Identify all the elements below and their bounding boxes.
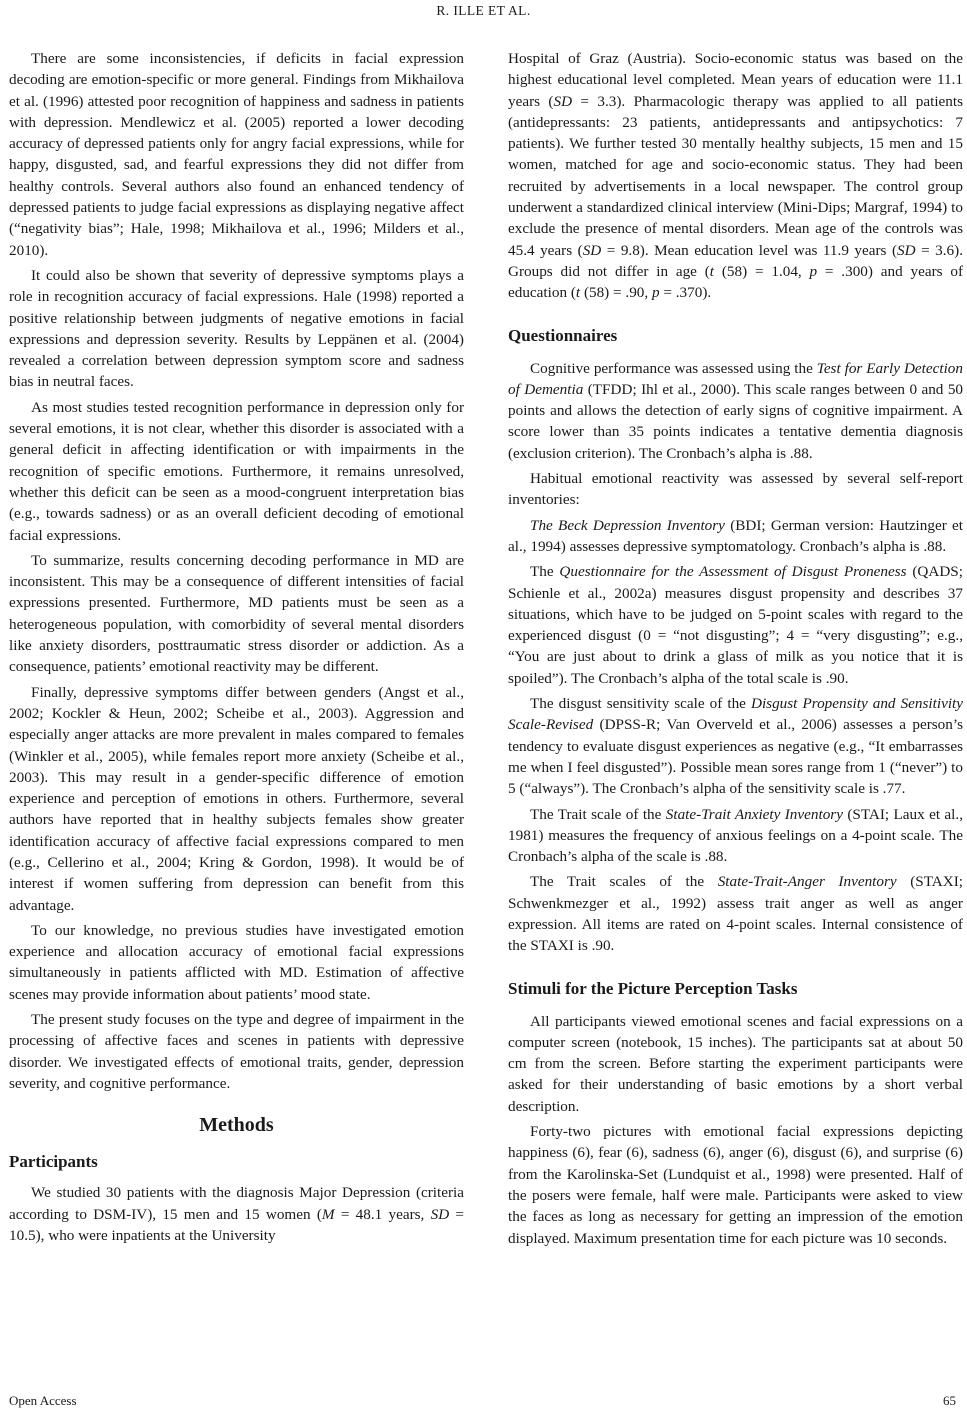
body-paragraph: The present study focuses on the type and degree of impairment in the processing of affective faces and scenes in patients with depressive disorder. We investigated effects of emotional traits, gender, depression severity, and cognitive performance. [9, 1011, 464, 1092]
body-paragraph: Finally, depressive symptoms differ between genders (Angst et al., 2002; Kockler & Heun, 2002; Scheibe et al., 2003). Aggression and especially anger attacks are more prevalent in males compared to females (Winkler et al., 2005), while females report more anxiety (Scheibe et al., 2003). This may result in a gender-specific difference of emotion experience and perception of emotions in others. Furthermore, several authors have reported that in healthy subjects females show greater identification accuracy of affective facial expressions compared to men (e.g., Cellerino et al., 2004; Kring & Gordon, 1998). It would be of interest if women suffering from depression can benefit from this advantage. [9, 683, 464, 914]
text-run: The [530, 563, 560, 581]
instrument-title: State-Trait-Anger Inventory [717, 873, 897, 891]
instrument-title: The Beck Depression Inventory [530, 516, 725, 534]
stat-symbol: SD [582, 241, 602, 259]
text-run: (STAXI; Schwenkmezger et al., 1992) assess trait anger as well as anger expression. All items are rated on 4-point scales. Internal consistence of the STAXI is .90. [508, 873, 964, 955]
text-run: (58) = .90, [580, 284, 652, 302]
stat-symbol: p [809, 262, 818, 280]
methods-heading: Methods [199, 1114, 274, 1137]
text-run: The disgust sensitivity scale of the [530, 695, 751, 713]
footer-open-access: Open Access [9, 1393, 77, 1408]
stat-symbol: SD [553, 92, 573, 110]
body-paragraph: All participants viewed emotional scenes and facial expressions on a computer screen (notebook, 15 inches). The participants sat at about 50 cm from the screen. Before starting the experiment participants were asked for their understanding of basic emotions by a short verbal description. [508, 1012, 963, 1115]
questionnaires-heading: Questionnaires [508, 325, 618, 345]
text-run: (TFDD; Ihl et al., 2000). This scale ranges between 0 and 50 points and allows the detection of early signs of cognitive impairment. A score lower than 35 points indicates a tentative dementia diagnosis (exclusion criterion). The Cronbach’s alpha is .88. [508, 380, 964, 462]
text-run: The Trait scales of the [530, 873, 718, 891]
text-run: = 9.8). Mean education level was 11.9 years ( [601, 241, 898, 259]
body-paragraph: There are some inconsistencies, if deficits in facial expression decoding are emotion-specific or more general. Findings from Mikhailova et al. (1996) attested poor recognition of happiness and sadness in patients with depression. Mendlewicz et al. (2005) reported a lower decoding accuracy of depressed patients only for angry facial expressions, while for happy, disgusted, sad, and fearful expressions they did not differ from healthy controls. Several authors also found an enhanced tendency of depressed patients to judge facial expressions as displaying negative affect (“negativity bias”; Hale, 1998; Mikhailova et al., 1996; Milders et al., 2010). [9, 50, 464, 259]
instrument-title: Disgust Propensity and Sensitivity Scale-Revised [508, 695, 963, 734]
participants-continued-paragraph [508, 48, 963, 304]
stat-symbol: p [651, 284, 660, 302]
text-run: Cognitive performance was assessed using the [530, 359, 817, 377]
text-run: (DPSS-R; Van Overveld et al., 2006) assesses a person’s tendency to evaluate disgust experiences as negative (e.g., “It embarrasses me when I feel disgusted”). Possible mean sores range from 1 (“never”) to 5 (“always”). The Cronbach’s alpha of the sensitivity scale is .77. [508, 716, 963, 798]
instrument-title: Test for Early Detection of Dementia [508, 359, 963, 398]
text-run: = .300) and years of education ( [508, 262, 964, 302]
body-paragraph [508, 804, 963, 868]
body-paragraph: To our knowledge, no previous studies have investigated emotion experience and allocation accuracy of emotional facial expressions simultaneously in patients afflicted with MD. Estimation of affective scenes may provide information about patients’ mood state. [9, 921, 464, 1003]
body-paragraph: Habitual emotional reactivity was assessed by several self-report inventories: [508, 470, 963, 509]
body-paragraph [508, 561, 963, 689]
participants-paragraph [9, 1182, 464, 1246]
stat-symbol: M [321, 1205, 335, 1223]
body-paragraph [508, 358, 963, 464]
instrument-title: Questionnaire for the Assessment of Disgust Proneness [559, 563, 907, 581]
body-paragraph: To summarize, results concerning decoding performance in MD are inconsistent. This may be a consequence of different intensities of facial expressions presented. Furthermore, MD patients must be seen as a heterogeneous population, with comorbidity of several mental disorders like anxiety disorders, posttraumatic stress disorder or addiction. As a consequence, patients’ emotional reactivity may be different. [9, 551, 464, 676]
page-number: 65 [943, 1393, 956, 1408]
body-paragraph: As most studies tested recognition performance in depression only for several emotions, it is not clear, whether this disorder is associated with a general deficit in affecting identification or with impairments in the recognition of specific emotions. Furthermore, it remains unresolved, whether this deficit can be seen as a mood-congruent interpretation bias (e.g., towards sadness) or as an overall deficient decoding of emotional facial expressions. [9, 398, 464, 544]
body-paragraph [508, 693, 963, 799]
text-run: We studied 30 patients with the diagnosis Major Depression (criteria according to DSM-IV), 15 men and 15 women ( [9, 1184, 464, 1223]
text-run: = 3.3). Pharmacologic therapy was applied to all patients (antidepressants: 23 patients, antidepressants and antipsychotics: 7 patients). We further tested 30 mentally healthy subjects, 15 men and 15 women, matched for age and socio-economic status. They had been recruited by advertisements in a local newspaper. The control group underwent a standardized clinical interview (Mini-Dips; Margraf, 1994) to exclude the presence of mental disorders. Mean age of the controls was 45.4 years ( [508, 92, 964, 259]
right-column [508, 48, 963, 1253]
left-column [9, 48, 464, 1250]
text-run: Hospital of Graz (Austria). Socio-economic status was based on the highest educational level completed. Mean years of education were 11.1 years ( [508, 50, 963, 110]
text-run: = 3.6). Groups did not differ in age ( [508, 241, 963, 280]
stat-symbol: t [575, 284, 581, 302]
text-run: = 10.5), who were inpatients at the University [9, 1205, 464, 1244]
body-paragraph [508, 515, 963, 558]
text-run: The Trait scale of the [530, 805, 666, 823]
body-paragraph [508, 871, 963, 956]
text-run: (58) = 1.04, [714, 262, 810, 280]
text-run: = .370). [659, 284, 712, 302]
participants-heading: Participants [9, 1152, 98, 1172]
instrument-title: State-Trait Anxiety Inventory [665, 805, 843, 823]
text-run: = 48.1 years, [334, 1205, 431, 1223]
body-paragraph: Forty-two pictures with emotional facial expressions depicting happiness (6), fear (6), sadness (6), anger (6), disgust (6), and surprise (6) from the Karolinska-Set (Lundquist et al., 1998) were presented. Half of the posers were female, half were male. Participants were asked to view the faces as long as necessary for getting an impression of the emotion displayed. Maximum presentation time for each picture was 10 seconds. [508, 1123, 963, 1247]
stat-symbol: t [709, 262, 715, 280]
stimuli-heading: Stimuli for the Picture Perception Tasks [508, 978, 798, 998]
text-run: (BDI; German version: Hautzinger et al., 1994) assesses depressive symptomatology. Cronbach’s alpha is .88. [508, 516, 963, 555]
running-head: R. ILLE ET AL. [436, 3, 531, 18]
text-run: (STAI; Laux et al., 1981) measures the frequency of anxious feelings on a 4-point scale. The Cronbach’s alpha of the scale is .88. [508, 805, 963, 866]
stat-symbol: SD [430, 1205, 450, 1223]
body-paragraph: It could also be shown that severity of depressive symptoms plays a role in recognition accuracy of facial expressions. Hale (1998) reported a positive relationship between judgments of negative emotions in facial expressions and depression severity. Results by Leppänen et al. (2004) revealed a correlation between depression symptom score and sadness bias in neutral faces. [9, 266, 464, 391]
text-run: (QADS; Schienle et al., 2002a) measures disgust propensity and describes 37 situations, which have to be judged on 5-point scales with regard to the experienced disgust (0 = “not disgusting”; 4 = “very disgusting”; e.g., “You are just about to drink a glass of milk as you notice that it is spoiled”). The Cronbach’s alpha of the total scale is .90. [508, 563, 963, 687]
stat-symbol: SD [897, 241, 916, 259]
